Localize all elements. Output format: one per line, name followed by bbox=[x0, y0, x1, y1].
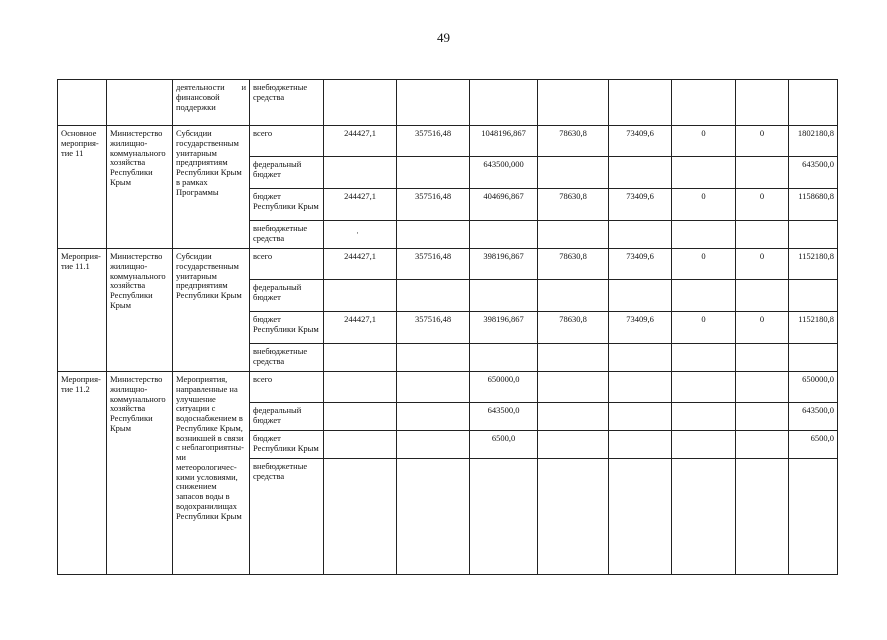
value-cell bbox=[672, 80, 736, 126]
value-cell: 244427,1 bbox=[324, 189, 397, 221]
value-cell bbox=[397, 459, 470, 575]
table-row bbox=[58, 126, 838, 157]
value-cell: 357516,48 bbox=[397, 126, 470, 157]
value-cell: 357516,48 bbox=[397, 312, 470, 344]
value-cell bbox=[470, 280, 538, 312]
scan-mark: · bbox=[356, 228, 359, 238]
value-cell bbox=[736, 372, 789, 403]
value-cell bbox=[609, 403, 672, 431]
total-cell: 6500,0 bbox=[789, 431, 838, 459]
value-cell bbox=[397, 403, 470, 431]
source-cell: всего bbox=[250, 372, 324, 403]
value-cell: 0 bbox=[736, 189, 789, 221]
value-cell bbox=[672, 403, 736, 431]
status-cell: Мероприя-тие 11.1 bbox=[58, 249, 107, 372]
value-cell bbox=[672, 372, 736, 403]
value-cell: 244427,1 bbox=[324, 126, 397, 157]
table-row bbox=[58, 372, 838, 403]
value-cell: 78630,8 bbox=[538, 126, 609, 157]
value-cell: 643500,000 bbox=[470, 157, 538, 189]
status-cell bbox=[58, 80, 107, 126]
total-cell: 1152180,8 bbox=[789, 249, 838, 280]
value-cell bbox=[324, 459, 397, 575]
value-cell: 6500,0 bbox=[470, 431, 538, 459]
value-cell: 357516,48 bbox=[397, 249, 470, 280]
value-cell bbox=[397, 221, 470, 249]
program-desc-cell: деятельности и финансовой поддержки bbox=[173, 80, 250, 126]
value-cell bbox=[324, 280, 397, 312]
value-cell bbox=[538, 280, 609, 312]
value-cell: 244427,1 bbox=[324, 249, 397, 280]
value-cell bbox=[672, 157, 736, 189]
value-cell bbox=[736, 431, 789, 459]
value-cell bbox=[736, 80, 789, 126]
value-cell bbox=[736, 221, 789, 249]
value-cell bbox=[538, 157, 609, 189]
value-cell: 0 bbox=[736, 312, 789, 344]
value-cell: 0 bbox=[736, 126, 789, 157]
description-cell: Мероприятия, направленные на улучшение ситуации с водоснабжением в Республике Крым, возникшей в связи с неблагоприятны-ми метеорологичес-кими условиями, снижением запасов воды в водохранилищах Республики Крым bbox=[173, 372, 250, 575]
total-cell: 1802180,8 bbox=[789, 126, 838, 157]
value-cell: 357516,48 bbox=[397, 189, 470, 221]
value-cell bbox=[470, 344, 538, 372]
value-cell: 73409,6 bbox=[609, 312, 672, 344]
source-cell: федеральный бюджет bbox=[250, 403, 324, 431]
value-cell: 73409,6 bbox=[609, 249, 672, 280]
value-cell: 643500,0 bbox=[470, 403, 538, 431]
value-cell bbox=[324, 372, 397, 403]
total-cell: 643500,0 bbox=[789, 157, 838, 189]
value-cell bbox=[736, 403, 789, 431]
value-cell: 78630,8 bbox=[538, 312, 609, 344]
value-cell: 0 bbox=[672, 126, 736, 157]
value-cell bbox=[397, 157, 470, 189]
source-cell: бюджет Республики Крым bbox=[250, 312, 324, 344]
budget-table bbox=[57, 79, 838, 575]
executor-cell: Министерство жилищно-коммунального хозяйства Республики Крым bbox=[107, 249, 173, 372]
source-cell: всего bbox=[250, 249, 324, 280]
value-cell bbox=[324, 403, 397, 431]
value-cell bbox=[609, 280, 672, 312]
description-cell: Субсидии государственным унитарным предприятиям Республики Крым в рамках Программы bbox=[173, 126, 250, 249]
value-cell: 398196,867 bbox=[470, 312, 538, 344]
header-continuation-row bbox=[58, 80, 838, 126]
total-cell: 1158680,8 bbox=[789, 189, 838, 221]
value-cell bbox=[609, 344, 672, 372]
total-cell: 643500,0 bbox=[789, 403, 838, 431]
value-cell bbox=[672, 280, 736, 312]
value-cell bbox=[609, 372, 672, 403]
executor-cell: Министерство жилищно-коммунального хозяйства Республики Крым bbox=[107, 372, 173, 575]
value-cell bbox=[609, 431, 672, 459]
executor-cell: Министерство жилищно-коммунального хозяйства Республики Крым bbox=[107, 126, 173, 249]
total-cell: 650000,0 bbox=[789, 372, 838, 403]
source-cell: внебюджетные средства bbox=[250, 221, 324, 249]
value-cell: 0 bbox=[672, 312, 736, 344]
value-cell bbox=[470, 80, 538, 126]
value-cell bbox=[672, 221, 736, 249]
value-cell bbox=[324, 157, 397, 189]
value-cell bbox=[609, 221, 672, 249]
value-cell: 78630,8 bbox=[538, 249, 609, 280]
value-cell bbox=[736, 344, 789, 372]
status-cell: Основное мероприя-тие 11 bbox=[58, 126, 107, 249]
value-cell bbox=[538, 431, 609, 459]
value-cell bbox=[397, 280, 470, 312]
value-cell bbox=[470, 221, 538, 249]
source-cell: федеральный бюджет bbox=[250, 280, 324, 312]
source-cell: всего bbox=[250, 126, 324, 157]
value-cell bbox=[324, 221, 397, 249]
value-cell bbox=[397, 431, 470, 459]
status-cell: Мероприя-тие 11.2 bbox=[58, 372, 107, 575]
value-cell bbox=[538, 459, 609, 575]
value-cell bbox=[538, 344, 609, 372]
value-cell bbox=[324, 80, 397, 126]
value-cell: 404696,867 bbox=[470, 189, 538, 221]
value-cell bbox=[672, 431, 736, 459]
value-cell bbox=[470, 459, 538, 575]
source-cell: внебюджетные средства bbox=[250, 80, 324, 126]
value-cell bbox=[736, 280, 789, 312]
total-cell bbox=[789, 80, 838, 126]
value-cell: 650000,0 bbox=[470, 372, 538, 403]
value-cell bbox=[397, 372, 470, 403]
value-cell: 398196,867 bbox=[470, 249, 538, 280]
value-cell bbox=[397, 80, 470, 126]
value-cell bbox=[736, 459, 789, 575]
source-cell: федеральный бюджет bbox=[250, 157, 324, 189]
value-cell bbox=[672, 344, 736, 372]
value-cell bbox=[538, 372, 609, 403]
value-cell: 0 bbox=[672, 189, 736, 221]
value-cell bbox=[324, 431, 397, 459]
value-cell: 0 bbox=[672, 249, 736, 280]
value-cell: 1048196,867 bbox=[470, 126, 538, 157]
value-cell bbox=[324, 344, 397, 372]
value-cell bbox=[609, 157, 672, 189]
source-cell: внебюджетные средства bbox=[250, 344, 324, 372]
description-cell: Субсидии государственным унитарным предприятиям Республики Крым bbox=[173, 249, 250, 372]
page-number: 49 bbox=[437, 30, 450, 45]
value-cell bbox=[736, 157, 789, 189]
value-cell bbox=[609, 459, 672, 575]
value-cell: 78630,8 bbox=[538, 189, 609, 221]
value-cell: 244427,1 bbox=[324, 312, 397, 344]
total-cell: 1152180,8 bbox=[789, 312, 838, 344]
source-cell: внебюджетные средства bbox=[250, 459, 324, 575]
value-cell bbox=[672, 459, 736, 575]
total-cell bbox=[789, 344, 838, 372]
source-cell: бюджет Республики Крым bbox=[250, 189, 324, 221]
total-cell bbox=[789, 459, 838, 575]
value-cell bbox=[538, 403, 609, 431]
value-cell bbox=[538, 80, 609, 126]
value-cell: 73409,6 bbox=[609, 126, 672, 157]
total-cell bbox=[789, 221, 838, 249]
value-cell: 73409,6 bbox=[609, 189, 672, 221]
value-cell bbox=[397, 344, 470, 372]
executor-cell bbox=[107, 80, 173, 126]
total-cell bbox=[789, 280, 838, 312]
value-cell bbox=[538, 221, 609, 249]
value-cell bbox=[609, 80, 672, 126]
table-row bbox=[58, 249, 838, 280]
value-cell: 0 bbox=[736, 249, 789, 280]
source-cell: бюджет Республики Крым bbox=[250, 431, 324, 459]
